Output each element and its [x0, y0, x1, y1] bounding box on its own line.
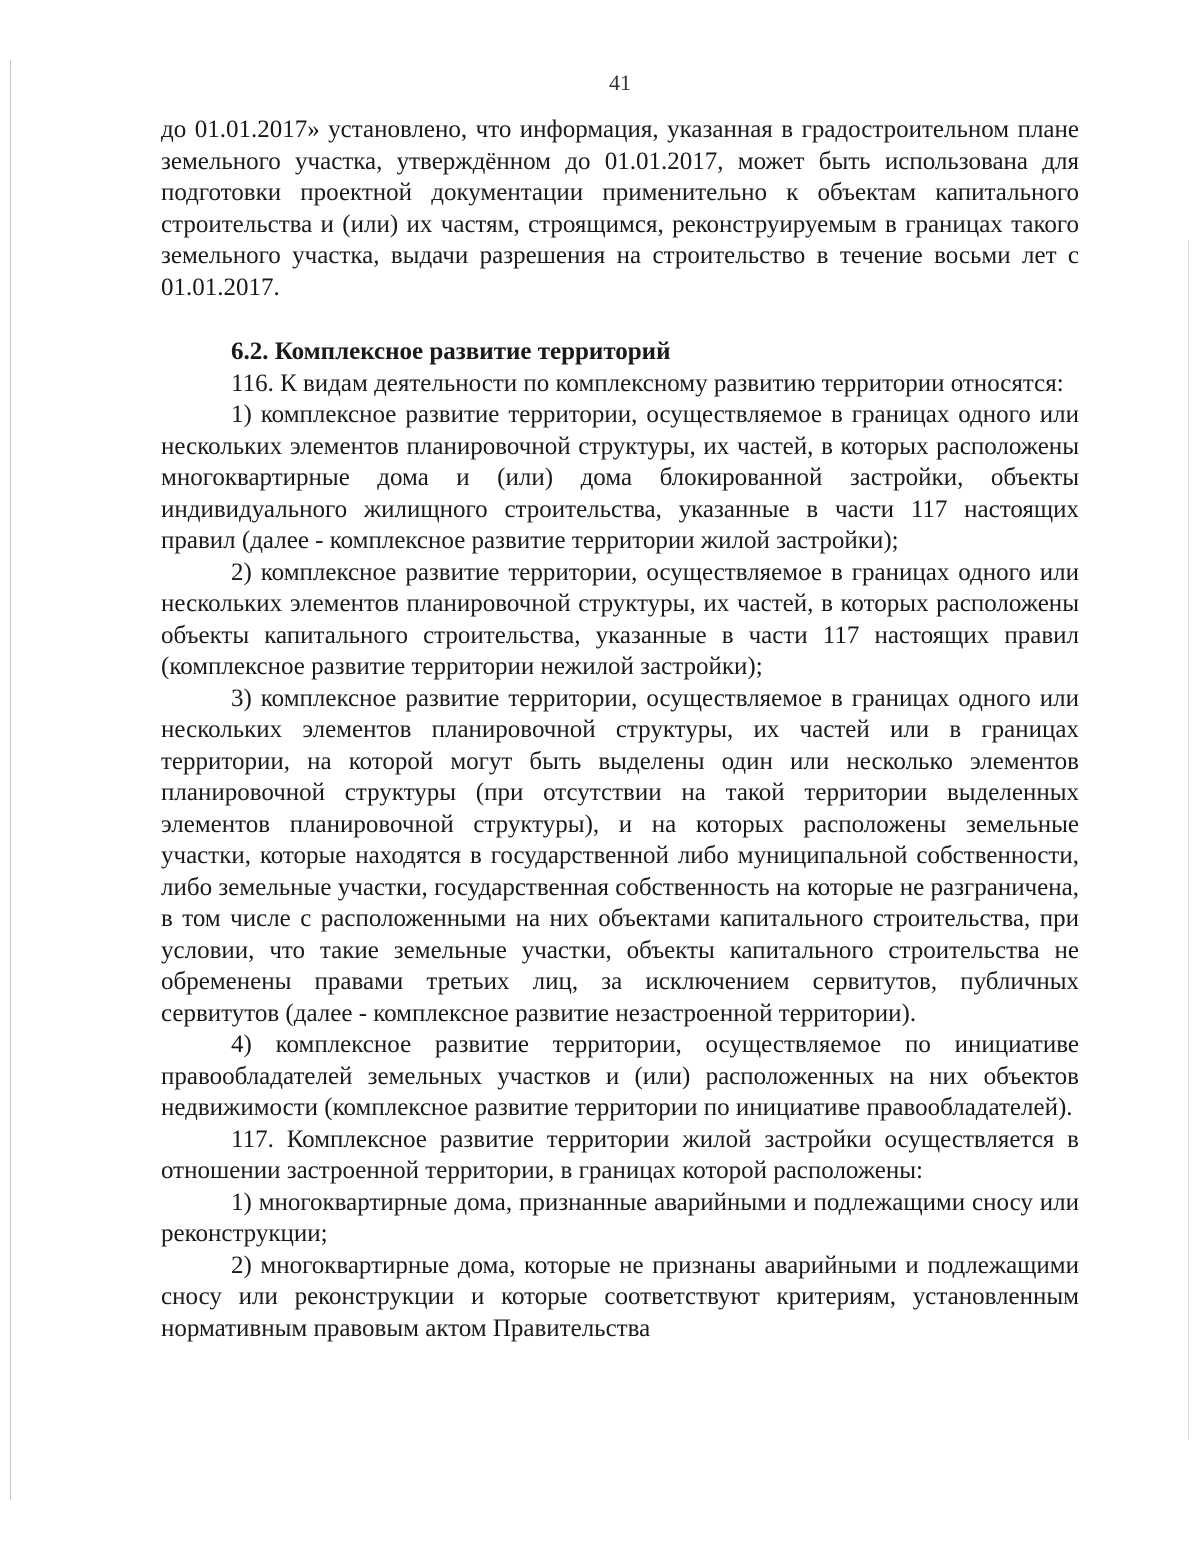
section-heading: 6.2. Комплексное развитие территорий — [231, 338, 671, 365]
document-body — [161, 114, 1079, 1344]
page-number: 41 — [609, 70, 631, 95]
paragraph-116: 116. К видам деятельности по комплексному развитию территории относятся: — [231, 369, 1064, 397]
list-item-1: 1) комплексное развитие территории, осуществляемое в границах одного или нескольких элементов планировочной структуры, их частей, в которых расположены многоквартирные дома и (или) дома блокированной застройки, объекты индивидуального жилищного строительства, указанные в части 117 настоящих правил (далее - комплексное развитие территории жилой застройки); — [161, 401, 1079, 554]
list-item-117-1: 1) многоквартирные дома, признанные аварийными и подлежащими сносу или реконструкции; — [161, 1188, 1079, 1247]
scan-edge-line — [10, 60, 11, 1500]
paragraph-continuation: до 01.01.2017» установлено, что информация, указанная в градостроительном плане земельного участка, утверждённом до 01.01.2017, может быть использована для подготовки проектной документации применительно к объектам капитального строительства и (или) их частям, строящимся, реконструируемым в границах такого земельного участка, выдачи разрешения на строительство в течение восьми лет с 01.01.2017. — [161, 116, 1079, 301]
list-item-117-2: 2) многоквартирные дома, которые не признаны аварийными и подлежащими сносу или реконструкции и которые соответствуют критериям, установленным нормативным правовым актом Правительства — [161, 1251, 1079, 1342]
scan-edge-line — [1188, 240, 1189, 1440]
list-item-2: 2) комплексное развитие территории, осуществляемое в границах одного или нескольких элементов планировочной структуры, их частей, в которых расположены объекты капитального строительства, указанные в части 117 настоящих правил (комплексное развитие территории нежилой застройки); — [161, 558, 1079, 680]
list-item-4: 4) комплексное развитие территории, осуществляемое по инициативе правообладателей земельных участков и (или) расположенных на них объектов недвижимости (комплексное развитие территории по инициативе правообладателей). — [161, 1031, 1079, 1121]
paragraph-117: 117. Комплексное развитие территории жилой застройки осуществляется в отношении застроенной территории, в границах которой расположены: — [161, 1125, 1079, 1184]
list-item-3: 3) комплексное развитие территории, осуществляемое в границах одного или нескольких элементов планировочной структуры, их частей или в границах территории, на которой могут быть выделены один или несколько элементов планировочной структуры (при отсутствии на такой территории выделенных элементов планировочной структуры), и на которых расположены земельные участки, которые находятся в государственной либо муниципальной собственности, либо земельные участки, государственная собственность на которые не разграничена, в том числе с расположенными на них объектами капитального строительства, при условии, что такие земельные участки, объекты капитального строительства не обременены правами третьих лиц, за исключением сервитутов, публичных сервитутов (далее - комплексное развитие незастроенной территории). — [161, 684, 1079, 1027]
